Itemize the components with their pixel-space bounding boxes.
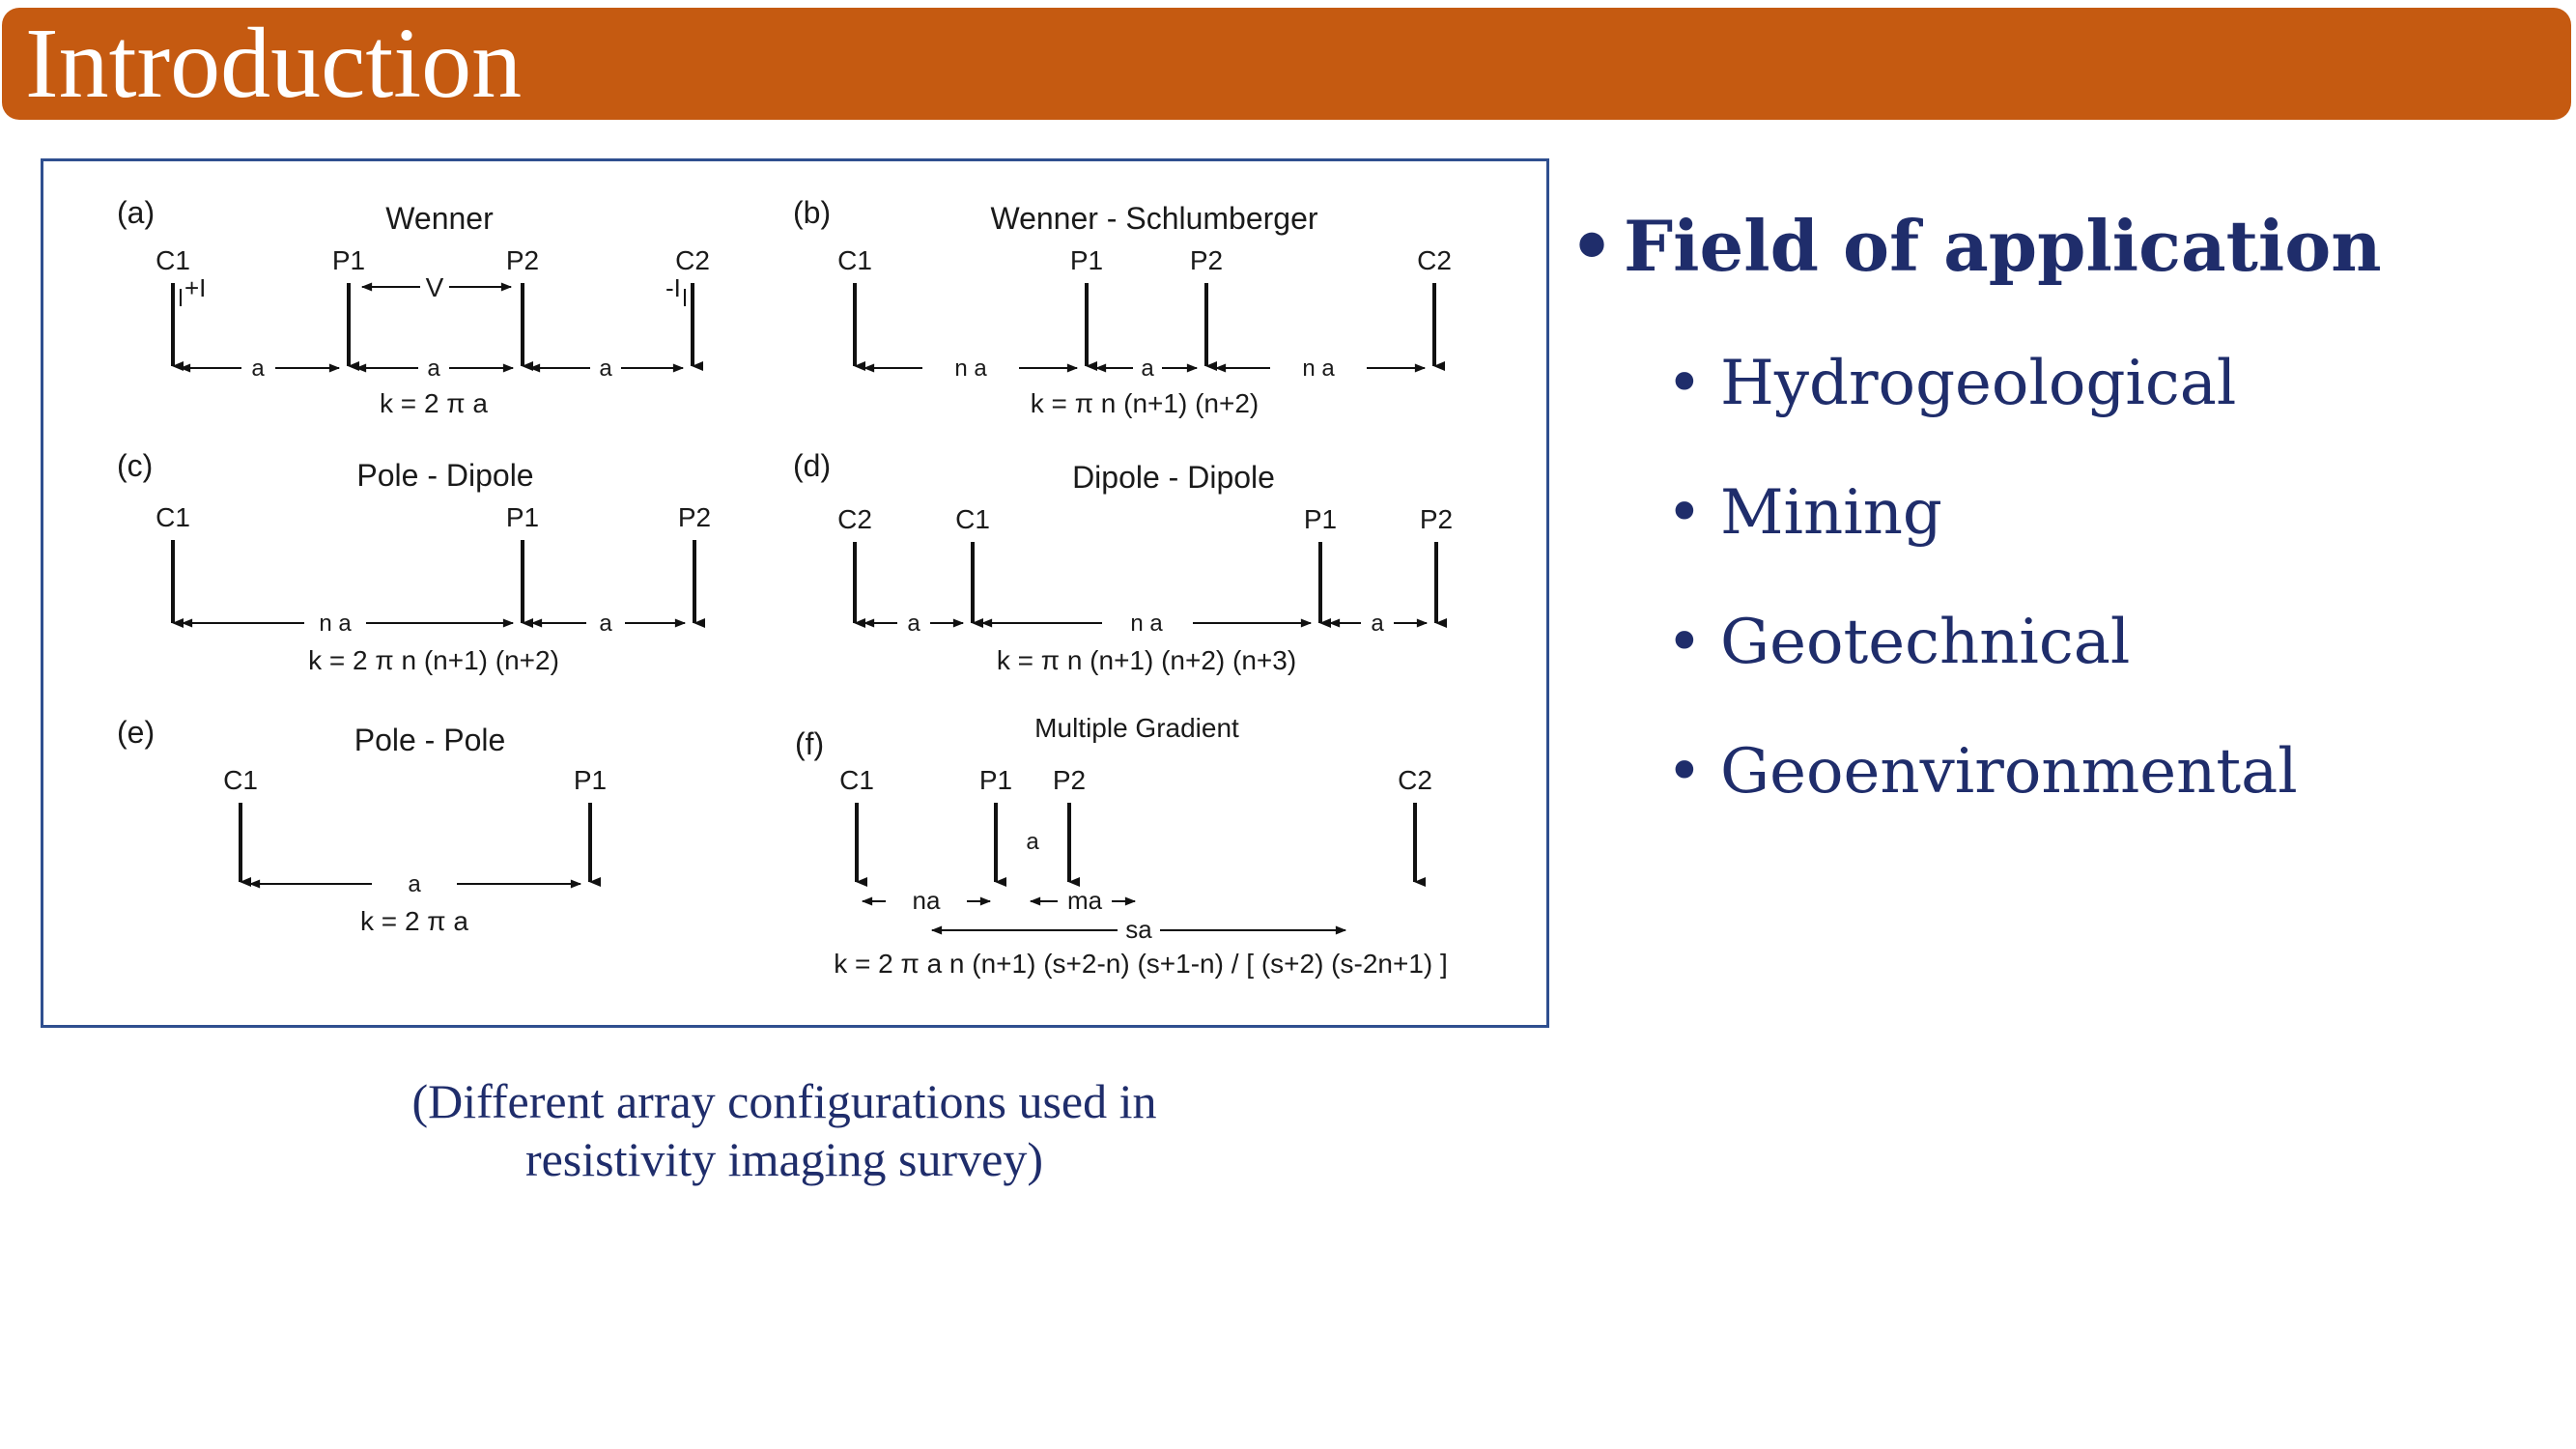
spacing-label: n a — [319, 611, 352, 637]
list-item — [1666, 477, 2298, 607]
array-diagram-svg — [43, 161, 1546, 1025]
caption-line-2: resistivity imaging survey) — [524, 1132, 1044, 1186]
panel-a-label: (a) — [117, 195, 156, 230]
title-bar — [2, 8, 2571, 120]
spacing-label: a — [251, 355, 265, 382]
electrode-label: C2 — [1417, 245, 1452, 275]
list-item — [1666, 348, 2298, 477]
bullet-icon: • — [1666, 477, 1703, 549]
application-heading — [1570, 205, 2382, 287]
panel-b-label: (b) — [793, 195, 832, 230]
spacing-label: a — [1371, 611, 1384, 637]
electrode-label: C1 — [156, 502, 190, 532]
formula-label: k = 2 π a — [380, 388, 488, 418]
panel-f-label: (f) — [795, 726, 825, 761]
electrode-label: P1 — [573, 765, 608, 795]
panel-a-name: Wenner — [385, 201, 494, 236]
formula-label: k = 2 π n (n+1) (n+2) — [308, 645, 559, 675]
electrode-label: P1 — [1069, 245, 1104, 275]
panel-f-name: Multiple Gradient — [1034, 713, 1239, 743]
electrode-label: C1 — [837, 245, 872, 275]
spacing-label: a — [1141, 355, 1154, 382]
bullet-icon: • — [1570, 205, 1615, 287]
electrode-label: P1 — [1303, 504, 1338, 534]
formula-label: k = π n (n+1) (n+2) (n+3) — [996, 645, 1297, 675]
caption-line-1: (Different array configurations used in — [411, 1074, 1157, 1128]
electrode-label: P2 — [505, 245, 540, 275]
electrode-label: C2 — [837, 504, 872, 534]
list-item — [1666, 607, 2298, 736]
spacing-label: a — [1026, 829, 1039, 855]
panel-c-label: (c) — [117, 448, 154, 483]
electrode-label: P1 — [505, 502, 540, 532]
list-item-text: Hydrogeological — [1720, 348, 2237, 419]
electrode-label: C2 — [1398, 765, 1432, 795]
list-item — [1666, 736, 2298, 866]
page-title: Introduction — [25, 8, 523, 119]
electrode-label: P2 — [1052, 765, 1087, 795]
application-list — [1666, 348, 2298, 866]
spacing-label: a — [599, 355, 612, 382]
spacing-label: n a — [1302, 355, 1335, 382]
panel-pole-dipole — [117, 448, 711, 675]
panel-wenner — [117, 195, 710, 418]
list-item-text: Mining — [1720, 477, 1942, 549]
panel-d-name: Dipole - Dipole — [1072, 460, 1275, 495]
electrode-label: P2 — [1419, 504, 1454, 534]
bullet-icon: • — [1666, 348, 1703, 419]
panel-b-name: Wenner - Schlumberger — [990, 201, 1318, 236]
current-plus-label: +I — [184, 273, 207, 302]
bullet-icon: • — [1666, 607, 1703, 678]
electrode-label: C1 — [156, 245, 190, 275]
electrode-label: P1 — [978, 765, 1013, 795]
spacing-label: a — [907, 611, 920, 637]
figure-caption — [41, 1072, 1528, 1188]
electrode-label: P2 — [1189, 245, 1224, 275]
electrode-label: C2 — [675, 245, 710, 275]
panel-multiple-gradient — [795, 713, 1448, 979]
electrode-label: C1 — [839, 765, 874, 795]
formula-label: k = 2 π a — [360, 906, 468, 936]
formula-label: k = π n (n+1) (n+2) — [1030, 388, 1260, 418]
panel-e-name: Pole - Pole — [354, 723, 506, 757]
electrode-label: C1 — [955, 504, 990, 534]
spacing-label: a — [427, 355, 440, 382]
application-heading-text: Field of application — [1624, 205, 2382, 287]
formula-label: k = 2 π a n (n+1) (s+2-n) (s+1-n) / [ (s+2) (s-2n+1) ] — [834, 949, 1448, 979]
electrode-label: P2 — [677, 502, 712, 532]
panel-wenner-schlumberger — [793, 195, 1452, 418]
list-item-text: Geotechnical — [1720, 607, 2131, 678]
panel-c-name: Pole - Dipole — [356, 458, 534, 493]
spacing-label: sa — [1125, 915, 1152, 944]
panel-d-label: (d) — [793, 448, 832, 483]
electrode-label: C1 — [223, 765, 258, 795]
spacing-label: n a — [1130, 611, 1163, 637]
current-minus-label: -I — [665, 273, 681, 302]
electrode-label: P1 — [331, 245, 366, 275]
spacing-label: a — [408, 871, 421, 897]
spacing-label: a — [599, 611, 612, 637]
spacing-label: ma — [1066, 886, 1103, 915]
bullet-icon: • — [1666, 736, 1703, 808]
array-configurations-figure — [41, 158, 1549, 1028]
voltage-label: V — [425, 272, 444, 302]
panel-e-label: (e) — [117, 715, 156, 750]
panel-pole-pole — [117, 715, 607, 936]
list-item-text: Geoenvironmental — [1720, 736, 2298, 808]
spacing-label: n a — [954, 355, 987, 382]
spacing-label: na — [912, 886, 941, 915]
panel-dipole-dipole — [793, 448, 1453, 675]
